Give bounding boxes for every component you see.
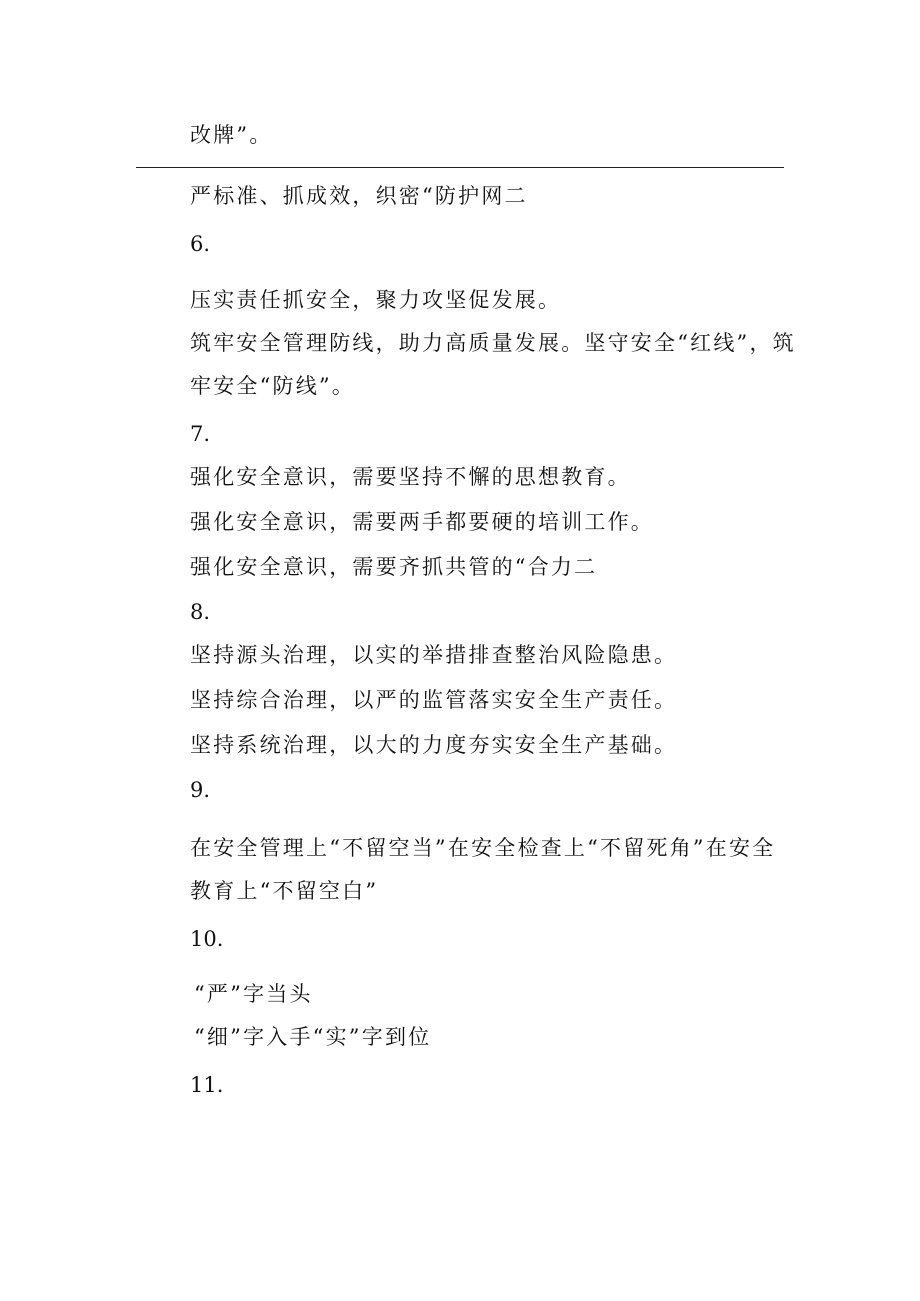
section-divider — [136, 167, 784, 168]
text-line: 坚持源头治理，以实的举措排查整治风险隐患。 — [190, 643, 678, 667]
item-number: 9. — [190, 778, 211, 802]
item-number: 11. — [190, 1073, 224, 1097]
text-line: 强化安全意识，需要齐抓共管的“合力二 — [190, 555, 598, 579]
text-line: “严”字当头 — [194, 982, 313, 1006]
text-line: 改牌”。 — [190, 123, 273, 147]
text-line: 坚持综合治理，以严的监管落实安全生产责任。 — [190, 688, 678, 712]
text-line: 压实责任抓安全，聚力攻坚促发展。 — [190, 288, 562, 312]
text-line: 筑牢安全管理防线，助力高质量发展。坚守安全“红线”，筑 — [190, 331, 796, 355]
item-number: 8. — [190, 600, 211, 624]
item-number: 10. — [190, 927, 224, 951]
text-line: 教育上“不留空白” — [190, 879, 379, 903]
text-line: 严标准、抓成效，织密“防护网二 — [190, 184, 528, 208]
text-line: 坚持系统治理，以大的力度夯实安全生产基础。 — [190, 733, 678, 757]
text-line: 在安全管理上“不留空当”在安全检查上“不留死角”在安全 — [190, 836, 776, 860]
text-line: 强化安全意识，需要坚持不懈的思想教育。 — [190, 465, 631, 489]
text-line: “细”字入手“实”字到位 — [194, 1025, 432, 1049]
text-line: 强化安全意识，需要两手都要硬的培训工作。 — [190, 510, 654, 534]
text-line: 牢安全“防线”。 — [190, 374, 356, 398]
item-number: 6. — [190, 232, 211, 256]
item-number: 7. — [190, 422, 211, 446]
